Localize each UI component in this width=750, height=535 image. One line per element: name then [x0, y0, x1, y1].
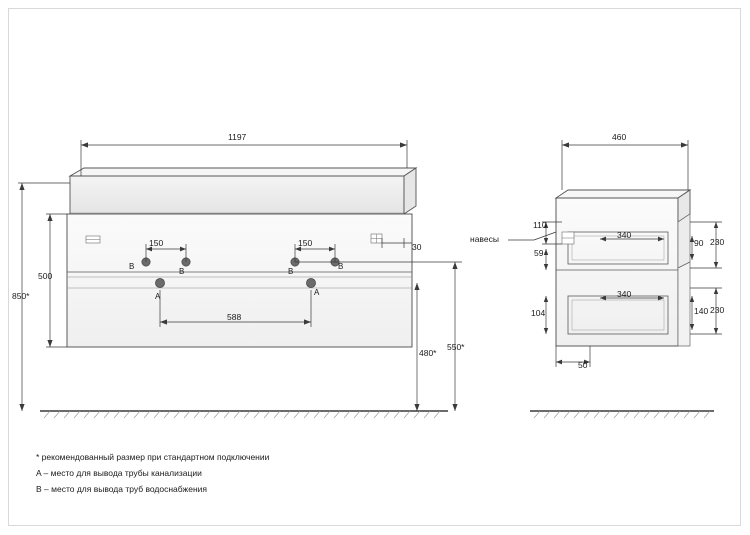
- dim-side-bottom-right-2: 230: [710, 305, 725, 315]
- dim-side-bottom-drawer-width: 340: [617, 289, 632, 299]
- front-floor-line: [40, 411, 448, 418]
- dim-side-bottom-drawer-offset: 104: [531, 308, 546, 318]
- dim-side-bottom-right-1: 140: [694, 306, 709, 316]
- dim-side-depth: 460: [612, 132, 627, 142]
- legend-item-1: A – место для вывода трубы канализации: [36, 468, 202, 478]
- front-cabinet-body: [67, 214, 412, 347]
- front-countertop: [70, 168, 416, 214]
- marker-b-left-1: B: [129, 262, 135, 271]
- dim-front-total-depth-ref: 550*: [447, 342, 465, 352]
- dim-side-top-right-2: 230: [710, 237, 725, 247]
- dim-front-drain-spacing: 588: [227, 312, 242, 322]
- marker-b-left-2: B: [179, 267, 185, 276]
- dim-front-bottom-height: 480*: [419, 348, 437, 358]
- dim-side-top-right-1: 90: [694, 238, 704, 248]
- dim-front-spacing-left: 150: [149, 238, 164, 248]
- dim-front-spacing-right: 150: [298, 238, 313, 248]
- side-floor-line: [530, 411, 714, 418]
- dim-side-top-drawer-inner: 59: [534, 248, 544, 258]
- marker-a-left: A: [155, 292, 161, 301]
- marker-b-right-2: B: [338, 262, 344, 271]
- label-hangers: навесы: [470, 234, 499, 244]
- dim-front-offset-right: 30: [412, 242, 422, 252]
- side-cabinet-body: [556, 190, 690, 346]
- dim-front-overall-width: 1197: [228, 132, 247, 142]
- marker-b-right-1: B: [288, 267, 294, 276]
- legend: [36, 452, 436, 500]
- dim-side-top-drawer-width: 340: [617, 230, 632, 240]
- legend-item-0: * рекомендованный размер при стандартном подключении: [36, 452, 270, 462]
- marker-a-right: A: [314, 288, 320, 297]
- legend-item-2: B – место для вывода труб водоснабжения: [36, 484, 207, 494]
- dim-front-cabinet-height: 500: [38, 271, 53, 281]
- dim-front-height-to-top: 850*: [12, 291, 30, 301]
- dim-side-foot-offset: 50: [578, 360, 588, 370]
- dim-side-top-drawer-offset: 110: [533, 220, 547, 230]
